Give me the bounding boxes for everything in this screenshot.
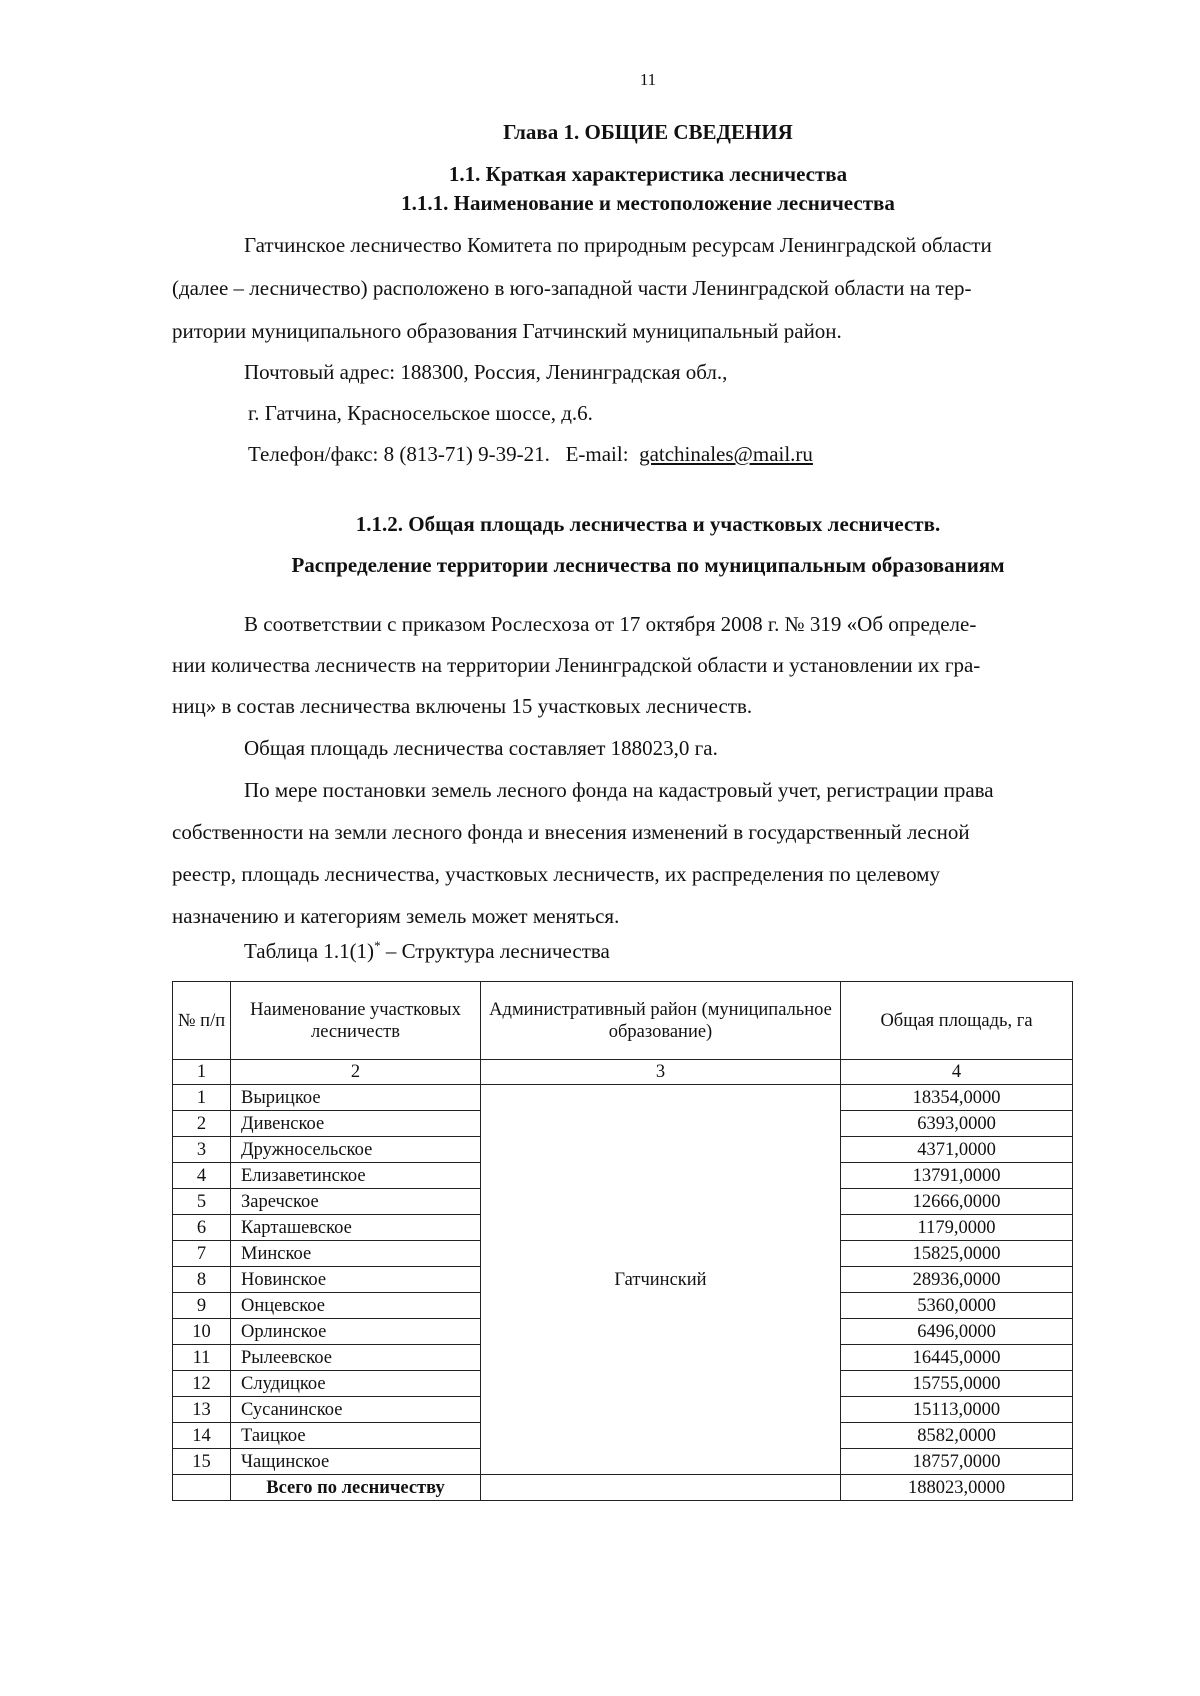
total-empty-cell <box>481 1475 841 1501</box>
forestry-name: Слудицкое <box>231 1371 481 1397</box>
section-heading-1-1-2-subtitle: Распределение территории лесничества по муниципальным образованиям <box>291 553 1005 577</box>
area-value: 15755,0000 <box>841 1371 1073 1397</box>
area-value: 16445,0000 <box>841 1345 1073 1371</box>
area-value: 28936,0000 <box>841 1267 1073 1293</box>
area-value: 6496,0000 <box>841 1319 1073 1345</box>
table-row <box>173 1085 1073 1111</box>
area-value: 5360,0000 <box>841 1293 1073 1319</box>
table-caption-title: – Структура лесничества <box>385 939 610 963</box>
column-header: № п/п <box>173 982 231 1060</box>
section-heading-1-1-1: 1.1.1. Наименование и местоположение лесничества <box>401 191 895 215</box>
postal-address: Почтовый адрес: 188300, Россия, Ленинградская обл., <box>244 360 728 384</box>
area-value: 6393,0000 <box>841 1111 1073 1137</box>
total-empty-cell <box>173 1475 231 1501</box>
total-area-value: 188023,0000 <box>841 1475 1073 1501</box>
area-value: 18354,0000 <box>841 1085 1073 1111</box>
column-number: 1 <box>173 1060 231 1085</box>
forestry-name: Чащинское <box>231 1449 481 1475</box>
table-total-row <box>173 1475 1073 1501</box>
paragraph-order-line: нии количества лесничеств на территории Ленинградской области и установлении их гра- <box>172 653 981 677</box>
forestry-name: Сусанинское <box>231 1397 481 1423</box>
paragraph-changes-line: По мере постановки земель лесного фонда на кадастровый учет, регистрации права <box>244 778 994 802</box>
column-header: Административный район (муниципальное образование) <box>481 982 841 1060</box>
forestry-name: Заречское <box>231 1189 481 1215</box>
area-value: 18757,0000 <box>841 1449 1073 1475</box>
page-number: 11 <box>639 70 657 89</box>
forestry-name: Рылеевское <box>231 1345 481 1371</box>
table-header-row <box>173 982 1073 1060</box>
paragraph-order-line: ниц» в состав лесничества включены 15 участковых лесничеств. <box>172 694 753 718</box>
phone: Телефон/факс: 8 (813-71) 9-39-21. <box>248 442 550 466</box>
row-number: 2 <box>173 1111 231 1137</box>
table-caption-footnote-mark: * <box>374 938 381 953</box>
area-value: 15825,0000 <box>841 1241 1073 1267</box>
row-number: 1 <box>173 1085 231 1111</box>
district-cell: Гатчинский <box>481 1085 841 1475</box>
column-number-row <box>173 1060 1073 1085</box>
table-caption <box>244 938 610 964</box>
section-heading-1-1-2: 1.1.2. Общая площадь лесничества и участковых лесничеств. <box>355 512 941 536</box>
area-value: 15113,0000 <box>841 1397 1073 1423</box>
area-value: 1179,0000 <box>841 1215 1073 1241</box>
row-number: 9 <box>173 1293 231 1319</box>
paragraph-location-line: ритории муниципального образования Гатчинский муниципальный район. <box>172 319 842 343</box>
column-header: Наименование участковых лесничеств <box>231 982 481 1060</box>
paragraph-changes-line: реестр, площадь лесничества, участковых лесничеств, их распределения по целевому <box>172 862 940 886</box>
row-number: 11 <box>173 1345 231 1371</box>
forestry-structure-table <box>172 981 1073 1501</box>
column-number: 2 <box>231 1060 481 1085</box>
paragraph-location-line: Гатчинское лесничество Комитета по природным ресурсам Ленинградской области <box>244 233 992 257</box>
email-link[interactable]: gatchinales@mail.ru <box>639 442 813 466</box>
paragraph-changes-line: назначению и категориям земель может меняться. <box>172 904 620 928</box>
row-number: 7 <box>173 1241 231 1267</box>
row-number: 6 <box>173 1215 231 1241</box>
forestry-name: Орлинское <box>231 1319 481 1345</box>
column-number: 3 <box>481 1060 841 1085</box>
forestry-name: Дружносельское <box>231 1137 481 1163</box>
forestry-name: Дивенское <box>231 1111 481 1137</box>
area-value: 13791,0000 <box>841 1163 1073 1189</box>
section-heading-1-1: 1.1. Краткая характеристика лесничества <box>448 162 848 186</box>
email-label: E-mail: <box>565 442 629 466</box>
total-label: Всего по лесничеству <box>231 1475 481 1501</box>
forestry-name: Елизаветинское <box>231 1163 481 1189</box>
row-number: 10 <box>173 1319 231 1345</box>
row-number: 15 <box>173 1449 231 1475</box>
area-value: 8582,0000 <box>841 1423 1073 1449</box>
row-number: 3 <box>173 1137 231 1163</box>
paragraph-location-line: (далее – лесничество) расположено в юго-западной части Ленинградской области на тер- <box>172 276 972 300</box>
forestry-name: Минское <box>231 1241 481 1267</box>
area-value: 4371,0000 <box>841 1137 1073 1163</box>
column-header: Общая площадь, га <box>841 982 1073 1060</box>
forestry-name: Новинское <box>231 1267 481 1293</box>
row-number: 12 <box>173 1371 231 1397</box>
column-number: 4 <box>841 1060 1073 1085</box>
table-caption-number: Таблица 1.1(1) <box>244 939 375 963</box>
paragraph-total-area: Общая площадь лесничества составляет 188023,0 га. <box>244 736 718 760</box>
forestry-name: Вырицкое <box>231 1085 481 1111</box>
forestry-name: Таицкое <box>231 1423 481 1449</box>
paragraph-order-line: В соответствии с приказом Рослесхоза от 17 октября 2008 г. № 319 «Об определе- <box>244 612 977 636</box>
forestry-name: Онцевское <box>231 1293 481 1319</box>
row-number: 8 <box>173 1267 231 1293</box>
postal-address-street: г. Гатчина, Красносельское шоссе, д.6. <box>248 401 593 425</box>
chapter-title: Глава 1. ОБЩИЕ СВЕДЕНИЯ <box>503 120 793 144</box>
paragraph-changes-line: собственности на земли лесного фонда и внесения изменений в государственный лесной <box>172 820 970 844</box>
row-number: 13 <box>173 1397 231 1423</box>
forestry-name: Карташевское <box>231 1215 481 1241</box>
contact-line <box>248 442 813 467</box>
area-value: 12666,0000 <box>841 1189 1073 1215</box>
row-number: 5 <box>173 1189 231 1215</box>
row-number: 14 <box>173 1423 231 1449</box>
row-number: 4 <box>173 1163 231 1189</box>
